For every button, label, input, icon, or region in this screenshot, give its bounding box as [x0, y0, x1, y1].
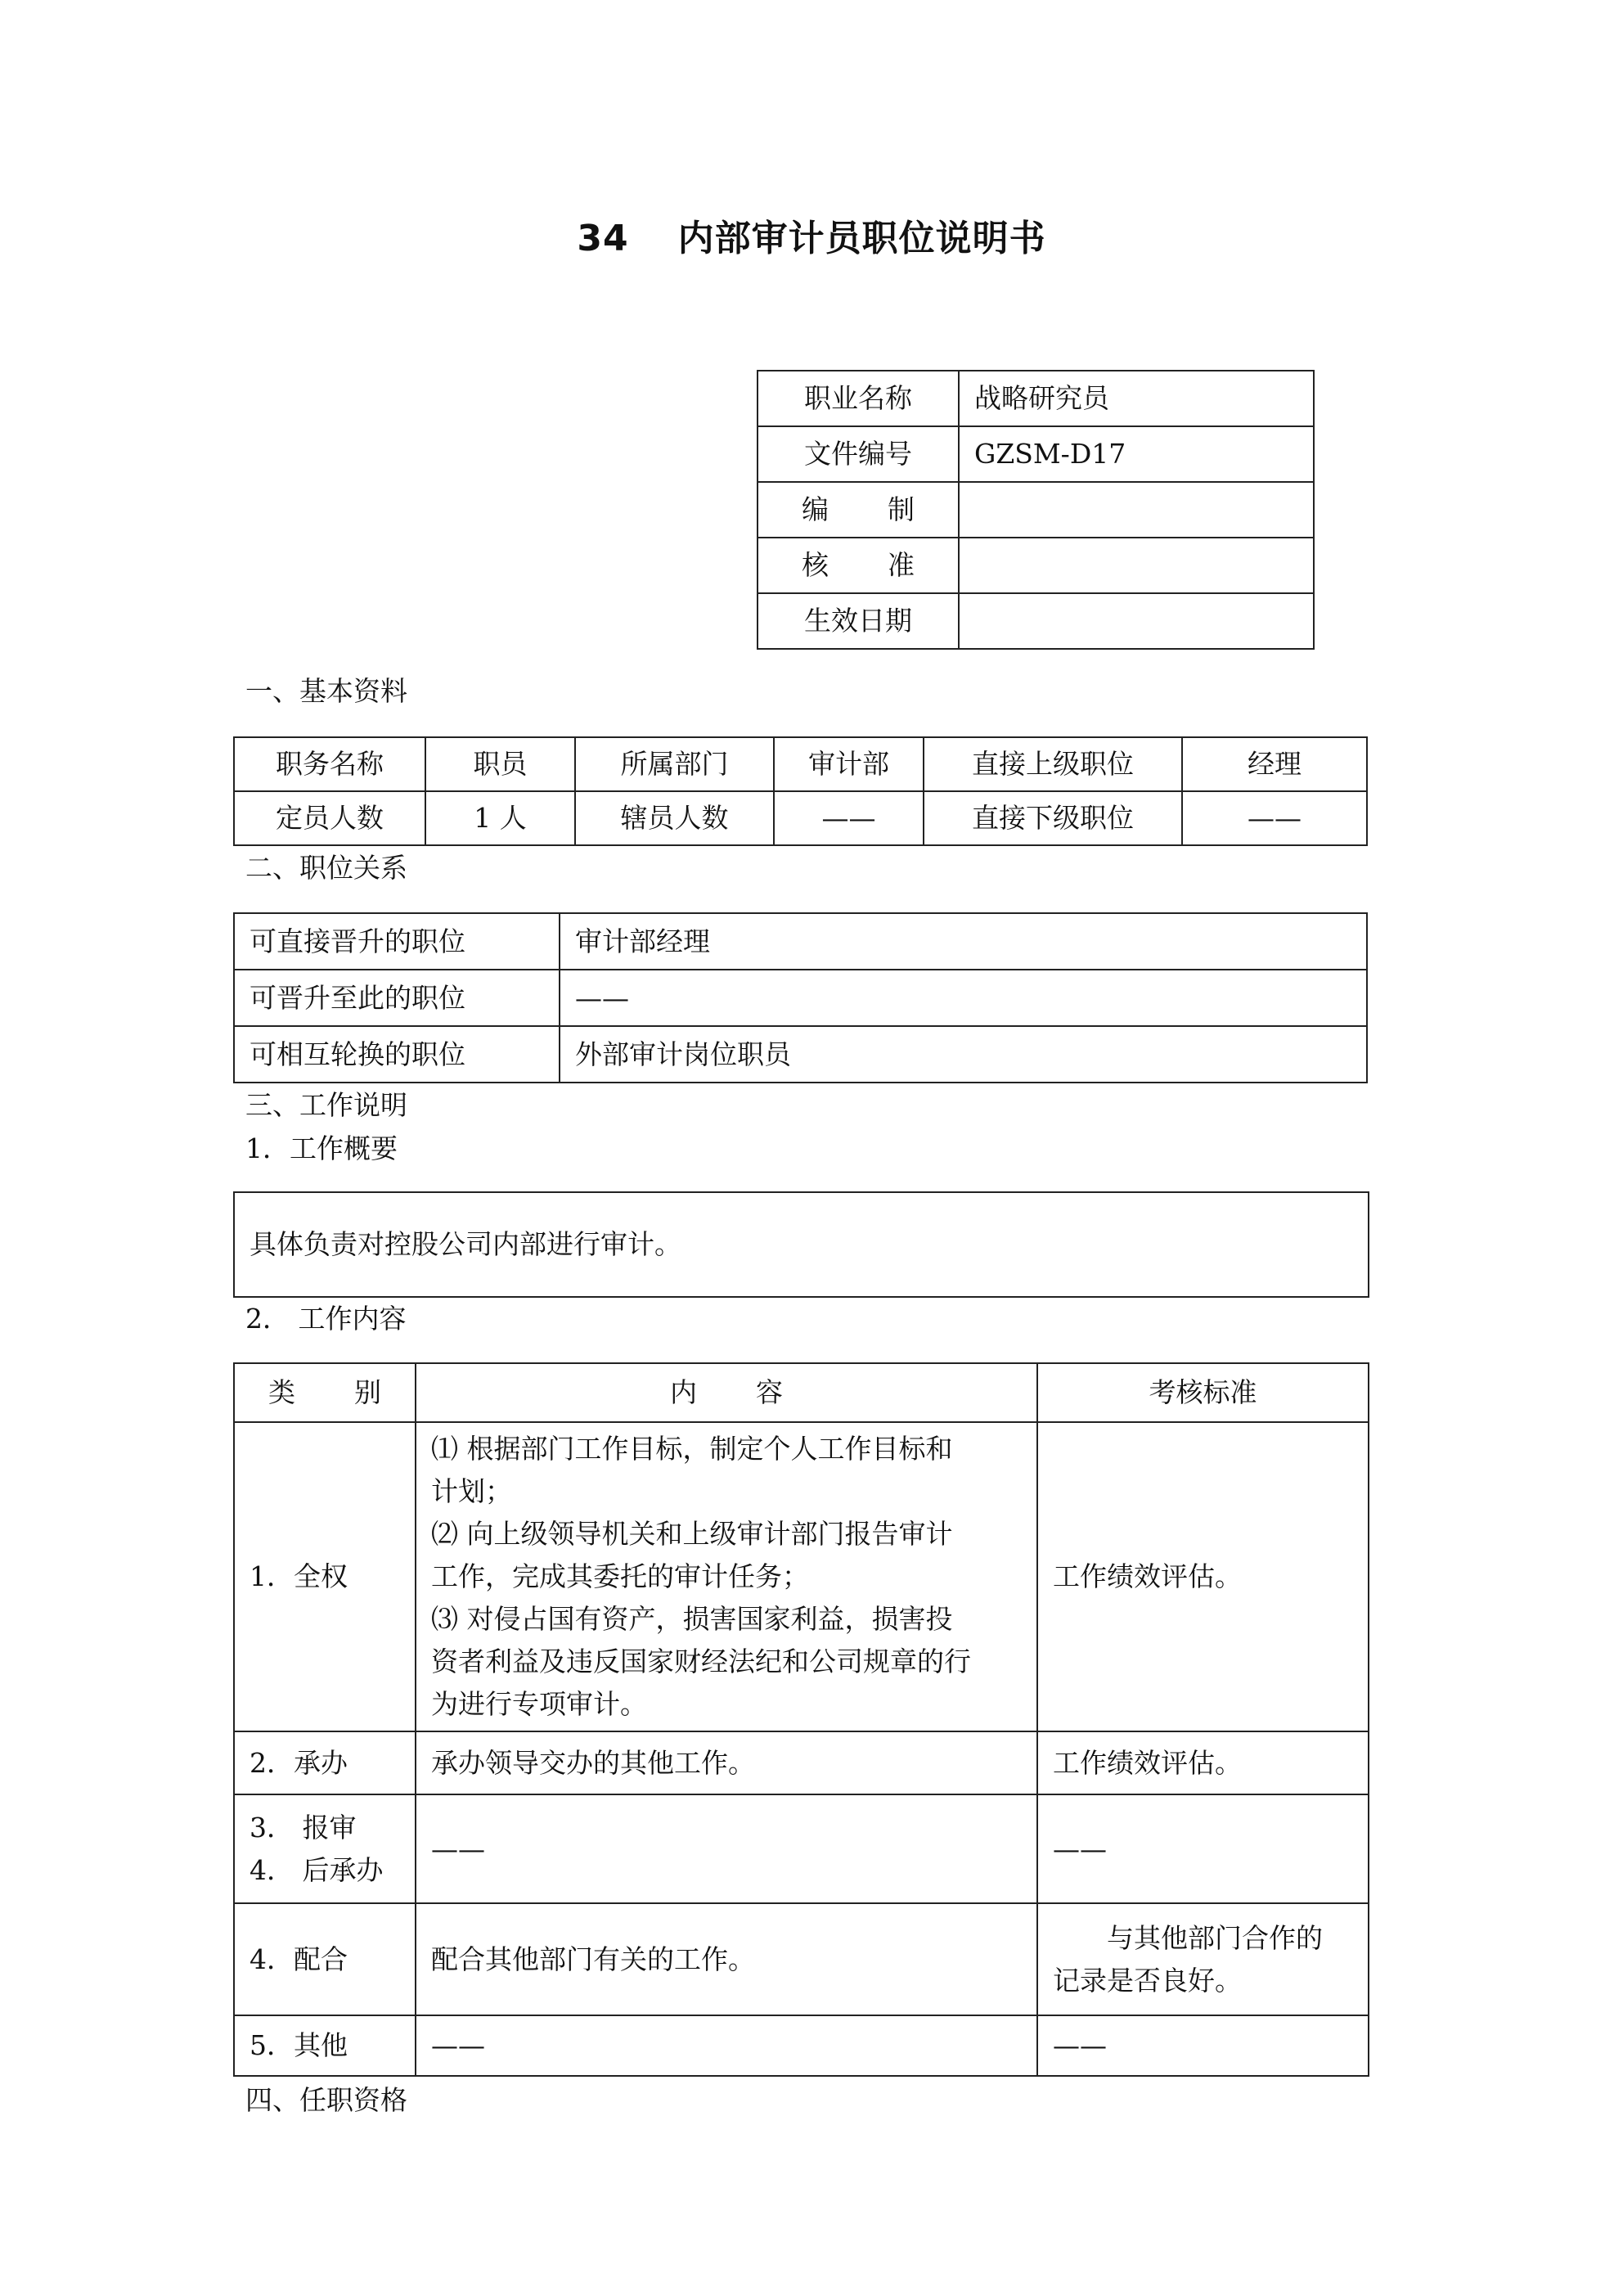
- basic-row: [234, 737, 1367, 791]
- info-label: 职业名称: [758, 371, 959, 426]
- header-part: 别: [354, 1376, 381, 1408]
- header-content: [416, 1363, 1037, 1422]
- relation-value: ——: [560, 970, 1367, 1026]
- content-line: ⑶ 对侵占国有资产，损害国家利益，损害投: [431, 1603, 953, 1635]
- title-text: 内部审计员职位说明书: [677, 218, 1046, 259]
- document-info-table: [757, 370, 1315, 650]
- work-summary-table: [233, 1191, 1369, 1298]
- basic-cell: 经理: [1182, 737, 1367, 791]
- relation-label: 可直接晋升的职位: [234, 913, 560, 970]
- basic-cell: 所属部门: [575, 737, 774, 791]
- info-row: [758, 593, 1314, 649]
- basic-cell: 职员: [425, 737, 575, 791]
- subheading-content: 2． 工作内容: [245, 1303, 407, 1335]
- relation-value: 外部审计岗位职员: [560, 1026, 1367, 1083]
- section-heading-work: 三、工作说明: [245, 1089, 407, 1121]
- basic-cell: 直接上级职位: [924, 737, 1182, 791]
- summary-row: [234, 1192, 1369, 1297]
- content-row: [234, 1794, 1369, 1903]
- content-line: 资者利益及违反国家财经法纪和公司规章的行: [431, 1645, 971, 1677]
- section-heading-relation: 二、职位关系: [245, 852, 407, 884]
- basic-info-table: [233, 736, 1368, 846]
- category-cell: 1．全权: [234, 1422, 416, 1731]
- subheading-summary: 1．工作概要: [245, 1132, 398, 1164]
- position-relation-table: [233, 912, 1368, 1083]
- info-row: [758, 371, 1314, 426]
- basic-cell: ——: [1182, 791, 1367, 845]
- category-cell: [234, 1794, 416, 1903]
- header-criteria: 考核标准: [1037, 1363, 1369, 1422]
- info-value: GZSM-D17: [959, 426, 1314, 482]
- basic-row: [234, 791, 1367, 845]
- content-cell: ——: [416, 1794, 1037, 1903]
- info-row: [758, 538, 1314, 593]
- content-line: 工作，完成其委托的审计任务；: [431, 1560, 809, 1592]
- info-label: 文件编号: [758, 426, 959, 482]
- relation-value: 审计部经理: [560, 913, 1367, 970]
- criteria-cell: 工作绩效评估。: [1037, 1731, 1369, 1794]
- info-value: [959, 482, 1314, 538]
- info-value: [959, 593, 1314, 649]
- content-row: [234, 2015, 1369, 2076]
- content-line: 为进行专项审计。: [431, 1688, 647, 1720]
- info-label-part: 准: [888, 549, 915, 581]
- work-summary-text: 具体负责对控股公司内部进行审计。: [234, 1192, 1369, 1297]
- content-cell: 配合其他部门有关的工作。: [416, 1903, 1037, 2015]
- basic-cell: 直接下级职位: [924, 791, 1182, 845]
- info-label: [758, 538, 959, 593]
- info-label: [758, 482, 959, 538]
- basic-cell: 1 人: [425, 791, 575, 845]
- info-label-part: 制: [888, 493, 915, 525]
- criteria-line-text: 与其他部门合作的: [1107, 1921, 1323, 1954]
- content-cell: [416, 1422, 1037, 1731]
- category-line: 4． 后承办: [250, 1853, 384, 1886]
- work-content-table: [233, 1362, 1369, 2077]
- content-row: [234, 1422, 1369, 1731]
- basic-cell: 定员人数: [234, 791, 425, 845]
- title-number: 34: [577, 218, 629, 259]
- info-value: 战略研究员: [959, 371, 1314, 426]
- content-row: [234, 1903, 1369, 2015]
- page-title: [0, 214, 1623, 263]
- relation-row: [234, 913, 1367, 970]
- info-row: [758, 426, 1314, 482]
- basic-cell: 辖员人数: [575, 791, 774, 845]
- header-part: 内: [670, 1376, 697, 1408]
- relation-label: 可相互轮换的职位: [234, 1026, 560, 1083]
- relation-row: [234, 970, 1367, 1026]
- section-heading-basic: 一、基本资料: [245, 675, 407, 707]
- section-heading-qualification: 四、任职资格: [245, 2084, 407, 2116]
- content-line: 计划；: [431, 1475, 512, 1507]
- content-row: [234, 1731, 1369, 1794]
- criteria-cell: [1037, 1903, 1369, 2015]
- header-part: 容: [756, 1376, 783, 1408]
- criteria-cell: ——: [1037, 1794, 1369, 1903]
- content-line: ⑴ 根据部门工作目标，制定个人工作目标和: [431, 1433, 953, 1465]
- category-cell: 5．其他: [234, 2015, 416, 2076]
- info-label: 生效日期: [758, 593, 959, 649]
- category-cell: 4．配合: [234, 1903, 416, 2015]
- criteria-cell: ——: [1037, 2015, 1369, 2076]
- basic-cell: 职务名称: [234, 737, 425, 791]
- basic-cell: 审计部: [774, 737, 924, 791]
- relation-label: 可晋升至此的职位: [234, 970, 560, 1026]
- content-cell: ——: [416, 2015, 1037, 2076]
- basic-cell: ——: [774, 791, 924, 845]
- info-label-part: 编: [802, 493, 829, 525]
- info-value: [959, 538, 1314, 593]
- info-row: [758, 482, 1314, 538]
- category-cell: 2．承办: [234, 1731, 416, 1794]
- criteria-cell: 工作绩效评估。: [1037, 1422, 1369, 1731]
- content-line: ⑵ 向上级领导机关和上级审计部门报告审计: [431, 1518, 953, 1550]
- header-category: [234, 1363, 416, 1422]
- content-cell: 承办领导交办的其他工作。: [416, 1731, 1037, 1794]
- category-line: 3． 报审: [250, 1811, 357, 1844]
- criteria-line: 记录是否良好。: [1053, 1964, 1242, 1997]
- content-header-row: [234, 1363, 1369, 1422]
- criteria-line: [1053, 1917, 1353, 1960]
- info-label-part: 核: [802, 549, 829, 581]
- relation-row: [234, 1026, 1367, 1083]
- header-part: 类: [268, 1376, 295, 1408]
